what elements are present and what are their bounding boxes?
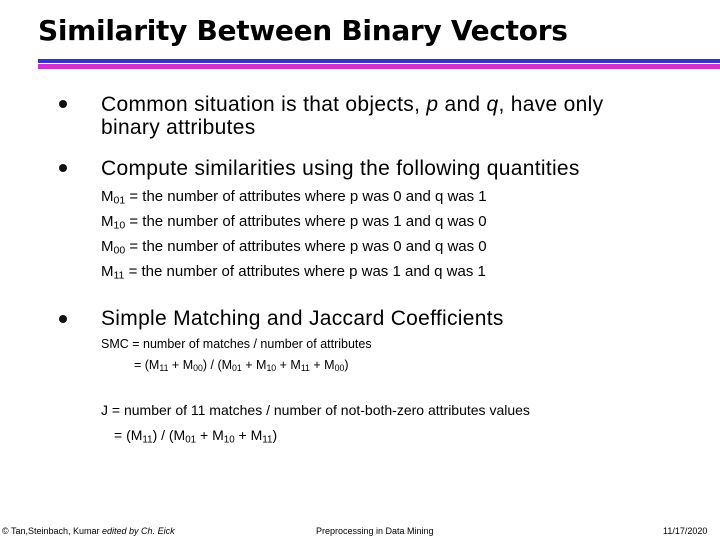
jac-f-t4: ) <box>272 427 278 443</box>
quantity-m01 <box>101 188 487 205</box>
bullet-1-p: p <box>426 93 439 116</box>
footer-authors-text: © Tan,Steinbach, Kumar <box>2 526 103 536</box>
smc-f-s1: 11 <box>159 363 169 374</box>
smc-f-s2: 00 <box>193 363 203 374</box>
jac-f-s3: 10 <box>223 434 235 446</box>
smc-f-t1: + M <box>168 358 194 372</box>
quantity-m11-sub: 11 <box>113 269 125 282</box>
smc-formula <box>134 358 349 372</box>
bullet-1-q: q <box>486 93 499 116</box>
bullet-dot-2 <box>59 164 67 172</box>
footer-edited-text: edited by Ch. Eick <box>102 526 175 536</box>
jac-f-t2: + M <box>196 427 224 443</box>
jac-f-t1: ) / (M <box>152 427 186 443</box>
quantity-m11 <box>101 263 486 280</box>
title-rule-blue <box>38 59 720 63</box>
footer-date: 11/17/2020 <box>663 526 708 536</box>
bullet-1-and: and <box>438 93 487 116</box>
quantity-m10-sym: M <box>101 213 114 230</box>
footer-course: Preprocessing in Data Mining <box>316 526 434 536</box>
smc-f-t6: ) <box>344 358 349 372</box>
quantity-m00-sym: M <box>101 238 114 255</box>
bullet-2-text: Compute similarities using the following quantities <box>101 157 580 180</box>
jac-f-s4: 11 <box>262 434 273 446</box>
smc-f-s4: 10 <box>266 363 277 374</box>
bullet-1-text-b: , have only <box>498 93 604 116</box>
quantity-m01-sub: 01 <box>113 194 126 207</box>
jac-f-0: = (M <box>114 427 143 443</box>
bullet-1-line-2: binary attributes <box>101 116 256 139</box>
smc-definition: SMC = number of matches / number of attributes <box>101 337 372 351</box>
quantity-m00-desc: = the number of attributes where p was 0 and q was 0 <box>125 238 487 255</box>
quantity-m10 <box>101 213 487 230</box>
bullet-dot-1 <box>59 100 67 108</box>
quantity-m00 <box>101 238 487 255</box>
jac-f-s1: 11 <box>142 434 153 446</box>
quantity-m10-desc: = the number of attributes where p was 1 and q was 0 <box>125 213 487 230</box>
bullet-3-text: Simple Matching and Jaccard Coefficients <box>101 307 504 330</box>
jaccard-definition: J = number of 11 matches / number of not-both-zero attributes values <box>101 402 530 418</box>
smc-f-t5: + M <box>309 358 335 372</box>
title-rule-magenta <box>38 64 720 69</box>
quantity-m11-sym: M <box>101 263 114 280</box>
quantity-m00-sub: 00 <box>113 244 126 257</box>
quantity-m10-sub: 10 <box>113 219 126 232</box>
jac-f-t3: + M <box>234 427 263 443</box>
bullet-dot-3 <box>59 315 67 323</box>
quantity-m11-desc: = the number of attributes where p was 1 and q was 1 <box>124 263 486 280</box>
smc-f-t2: ) / (M <box>202 358 233 372</box>
quantity-m01-desc: = the number of attributes where p was 0 and q was 1 <box>125 188 487 205</box>
smc-f-s3: 01 <box>232 363 242 374</box>
smc-f-s6: 00 <box>334 363 345 374</box>
smc-f-t4: + M <box>276 358 301 372</box>
bullet-1-line-1 <box>101 93 603 116</box>
footer-authors <box>2 526 175 536</box>
smc-f-0: = (M <box>134 358 160 372</box>
quantity-m01-sym: M <box>101 188 114 205</box>
slide-title: Similarity Between Binary Vectors <box>38 14 568 47</box>
smc-f-s5: 11 <box>300 363 310 374</box>
bullet-1-text-a: Common situation is that objects, <box>101 93 427 116</box>
jaccard-formula <box>114 427 278 446</box>
smc-f-t3: + M <box>241 358 267 372</box>
jac-f-s2: 01 <box>185 434 197 446</box>
